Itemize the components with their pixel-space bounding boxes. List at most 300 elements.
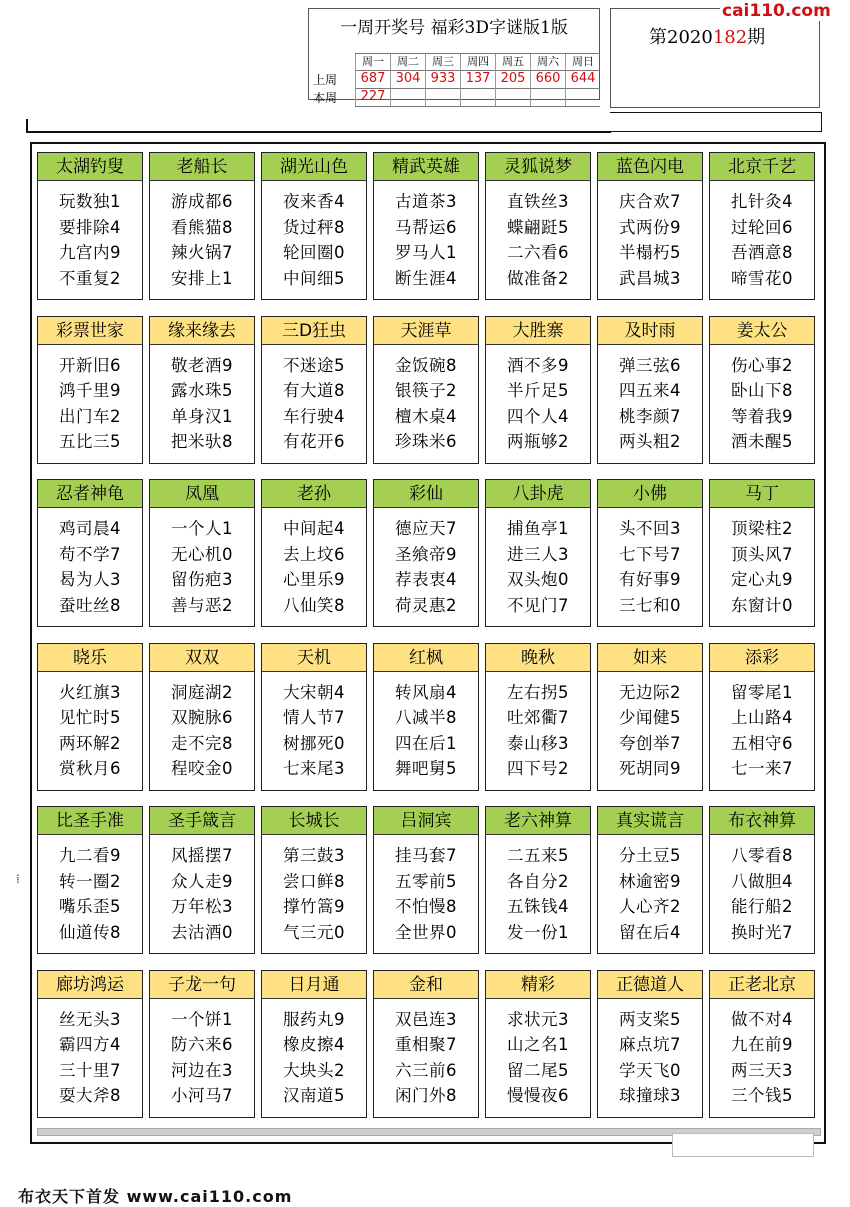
clue-line: 耍大斧8 xyxy=(59,1086,121,1105)
author-name: 彩票世家 xyxy=(38,317,142,345)
clue-card xyxy=(149,316,255,464)
clue-line: 五零前5 xyxy=(395,871,457,891)
clue-card xyxy=(373,316,479,464)
clue-line: 各自分2 xyxy=(507,871,569,891)
clue-list xyxy=(262,680,366,782)
clue-card xyxy=(261,316,367,464)
this-week-row xyxy=(355,88,600,107)
clue-list xyxy=(598,1007,702,1109)
clue-line: 八仙笑8 xyxy=(283,595,345,615)
clue-line: 林逾密9 xyxy=(619,871,681,891)
clue-line: 不迷途5 xyxy=(283,355,345,375)
author-name: 红枫 xyxy=(374,644,478,672)
clue-card xyxy=(485,152,591,300)
clue-line: 鸡司晨4 xyxy=(59,519,121,538)
clue-line: 全世界0 xyxy=(395,922,457,942)
clue-line: 能行船2 xyxy=(731,897,793,916)
clue-line: 半榻朽5 xyxy=(619,243,681,262)
author-name: 姜太公 xyxy=(710,317,814,345)
clue-line: 扎针灸4 xyxy=(731,192,793,211)
clue-line: 蚕吐丝8 xyxy=(59,595,121,615)
clue-line: 捕鱼亭1 xyxy=(507,519,569,538)
clue-line: 服药丸9 xyxy=(283,1009,345,1029)
clue-line: 酒未醒5 xyxy=(731,432,793,451)
clue-line: 四五来4 xyxy=(619,381,681,400)
clue-line: 八零看8 xyxy=(731,846,793,865)
clue-card xyxy=(373,643,479,791)
clue-card xyxy=(709,806,815,954)
clue-line: 罗马人1 xyxy=(395,243,457,262)
edge-mark: ⁞ xyxy=(16,872,20,886)
clue-card xyxy=(597,806,703,954)
issue-box xyxy=(610,8,820,108)
clue-line: 二六看6 xyxy=(507,243,569,262)
clue-line: 洞庭湖2 xyxy=(171,682,233,702)
clue-line: 不重复2 xyxy=(59,268,121,288)
clue-line: 大块头2 xyxy=(283,1060,345,1080)
clue-card xyxy=(149,970,255,1118)
clue-line: 嘴乐歪5 xyxy=(59,897,121,916)
clue-line: 吐郊衢7 xyxy=(507,708,569,727)
clue-list xyxy=(262,189,366,291)
clue-line: 夜来香4 xyxy=(283,192,345,211)
author-name: 晚秋 xyxy=(486,644,590,672)
clue-line: 庆合欢7 xyxy=(619,192,681,211)
clue-card xyxy=(709,152,815,300)
clue-card xyxy=(149,643,255,791)
clue-list xyxy=(150,189,254,291)
clue-line: 去上坟6 xyxy=(283,544,345,564)
last-week-label: 上周 xyxy=(313,73,338,87)
author-name: 八卦虎 xyxy=(486,480,590,508)
author-name: 布衣神算 xyxy=(710,807,814,835)
clue-line: 两头粗2 xyxy=(619,432,681,451)
clue-line: 霸四方4 xyxy=(59,1035,121,1054)
clue-line: 中间细5 xyxy=(283,268,345,288)
clue-card xyxy=(373,479,479,627)
author-name: 北京千艺 xyxy=(710,153,814,181)
clue-line: 要排除4 xyxy=(59,217,121,237)
clue-line: 不见门7 xyxy=(507,595,569,615)
clue-line: 尝口鲜8 xyxy=(283,871,345,891)
clue-line: 四个人4 xyxy=(507,406,569,426)
clue-line: 一个人1 xyxy=(171,519,233,538)
draw-number: 687 xyxy=(355,70,390,88)
clue-line: 顶头风7 xyxy=(731,544,793,564)
clue-line: 挂马套7 xyxy=(395,846,457,865)
clue-line: 人心齐2 xyxy=(619,897,681,916)
clue-card xyxy=(37,152,143,300)
clue-line: 单身汉1 xyxy=(171,406,233,426)
clue-list xyxy=(710,189,814,291)
clue-line: 玩数独1 xyxy=(59,192,121,211)
clue-line: 货过秤8 xyxy=(283,217,345,237)
clue-line: 六三前6 xyxy=(395,1060,457,1080)
last-week-row xyxy=(355,70,600,89)
clue-line: 发一份1 xyxy=(507,922,569,942)
author-name: 精彩 xyxy=(486,971,590,999)
clue-line: 转一圈2 xyxy=(59,871,121,891)
clue-list xyxy=(374,189,478,291)
clue-line: 九二看9 xyxy=(59,846,121,865)
clue-list xyxy=(38,189,142,291)
draw-number xyxy=(530,88,565,106)
author-name: 精武英雄 xyxy=(374,153,478,181)
footer-credit: 布衣天下首发 www.cai110.com xyxy=(18,1187,293,1206)
clue-list xyxy=(598,516,702,618)
author-name: 晓乐 xyxy=(38,644,142,672)
clue-line: 做不对4 xyxy=(731,1009,793,1029)
clue-list xyxy=(486,189,590,291)
clue-line: 分土豆5 xyxy=(619,846,681,865)
author-name: 比圣手准 xyxy=(38,807,142,835)
clue-line: 小河马7 xyxy=(171,1086,233,1105)
clue-line: 轮回圈0 xyxy=(283,243,345,262)
draw-number xyxy=(565,88,600,106)
clue-card xyxy=(597,479,703,627)
clue-line: 留零尾1 xyxy=(731,682,793,702)
clue-line: 程咬金0 xyxy=(171,759,233,778)
clue-line: 见忙时5 xyxy=(59,708,121,727)
clue-line: 七一来7 xyxy=(731,759,793,778)
clue-line: 四下号2 xyxy=(507,759,569,778)
clue-line: 两支桨5 xyxy=(619,1009,681,1029)
clue-card xyxy=(149,479,255,627)
author-name: 老船长 xyxy=(150,153,254,181)
clue-line: 左右拐5 xyxy=(507,682,569,702)
clue-card xyxy=(373,806,479,954)
divider-line xyxy=(26,119,28,132)
clue-line: 上山路4 xyxy=(731,708,793,727)
clue-line: 珍珠米6 xyxy=(395,432,457,451)
clue-line: 心里乐9 xyxy=(283,570,345,589)
clue-line: 重相聚7 xyxy=(395,1035,457,1054)
clue-line: 三十里7 xyxy=(59,1060,121,1080)
clue-line: 无心机0 xyxy=(171,544,233,564)
draw-number: 644 xyxy=(565,70,600,88)
clue-line: 露水珠5 xyxy=(171,381,233,400)
clue-line: 半斤足5 xyxy=(507,381,569,400)
clue-line: 防六来6 xyxy=(171,1035,233,1054)
clue-line: 银筷子2 xyxy=(395,381,457,400)
clue-line: 吾酒意8 xyxy=(731,243,793,262)
clue-list xyxy=(486,353,590,455)
puzzle-grid xyxy=(30,142,826,1144)
clue-line: 双邑连3 xyxy=(395,1009,457,1029)
draw-number xyxy=(460,88,495,106)
clue-line: 车行驶4 xyxy=(283,406,345,426)
clue-line: 檀木桌4 xyxy=(395,406,457,426)
clue-line: 中间起4 xyxy=(283,519,345,538)
author-name: 及时雨 xyxy=(598,317,702,345)
clue-line: 二五来5 xyxy=(507,846,569,865)
clue-card xyxy=(597,152,703,300)
divider-line xyxy=(610,112,822,113)
clue-line: 苟不学7 xyxy=(59,544,121,564)
clue-list xyxy=(710,353,814,455)
clue-card xyxy=(373,970,479,1118)
clue-card xyxy=(37,806,143,954)
draw-number: 933 xyxy=(425,70,460,88)
clue-line: 鸿千里9 xyxy=(59,381,121,400)
clue-line: 武昌城3 xyxy=(619,268,681,288)
clue-list xyxy=(598,353,702,455)
clue-list xyxy=(262,1007,366,1109)
weekday-label: 周日 xyxy=(565,54,600,70)
clue-list xyxy=(150,1007,254,1109)
clue-line: 把米驮8 xyxy=(171,432,233,451)
clue-list xyxy=(598,843,702,945)
clue-card xyxy=(485,316,591,464)
clue-line: 安排上1 xyxy=(171,268,233,288)
draw-number xyxy=(390,88,425,106)
clue-list xyxy=(374,680,478,782)
clue-line: 曷为人3 xyxy=(59,570,121,589)
author-name: 缘来缘去 xyxy=(150,317,254,345)
clue-card xyxy=(485,643,591,791)
clue-card xyxy=(709,643,815,791)
clue-list xyxy=(710,843,814,945)
clue-line: 酒不多9 xyxy=(507,355,569,375)
clue-line: 三个钱5 xyxy=(731,1086,793,1105)
draw-number: 227 xyxy=(355,88,390,106)
clue-line: 泰山移3 xyxy=(507,733,569,753)
clue-list xyxy=(150,843,254,945)
clue-line: 两三天3 xyxy=(731,1060,793,1080)
clue-line: 球撞球3 xyxy=(619,1086,681,1105)
clue-line: 汉南道5 xyxy=(283,1086,345,1105)
clue-line: 情人节7 xyxy=(283,708,345,727)
author-name: 彩仙 xyxy=(374,480,478,508)
clue-list xyxy=(486,843,590,945)
clue-line: 火红旗3 xyxy=(59,682,121,702)
clue-line: 双头炮0 xyxy=(507,570,569,589)
draw-number: 660 xyxy=(530,70,565,88)
clue-line: 一个饼1 xyxy=(171,1009,233,1029)
author-name: 老孙 xyxy=(262,480,366,508)
clue-line: 辣火锅7 xyxy=(171,243,233,262)
clue-line: 两瓶够2 xyxy=(507,432,569,451)
clue-line: 式两份9 xyxy=(619,217,681,237)
weekday-label: 周二 xyxy=(390,54,425,70)
author-name: 日月通 xyxy=(262,971,366,999)
clue-line: 慢慢夜6 xyxy=(507,1086,569,1105)
clue-line: 闲门外8 xyxy=(395,1086,457,1105)
clue-list xyxy=(38,843,142,945)
site-logo: cai110.com xyxy=(722,1,831,21)
clue-list xyxy=(374,353,478,455)
clue-line: 东窗计0 xyxy=(731,595,793,615)
clue-line: 两环解2 xyxy=(59,733,121,753)
issue-prefix: 第2020 xyxy=(649,27,713,48)
clue-line: 万年松3 xyxy=(171,897,233,916)
clue-line: 卧山下8 xyxy=(731,381,793,400)
clue-list xyxy=(38,353,142,455)
clue-list xyxy=(374,843,478,945)
clue-line: 山之名1 xyxy=(507,1035,569,1054)
clue-line: 断生涯4 xyxy=(395,268,457,288)
clue-card xyxy=(261,806,367,954)
author-name: 双双 xyxy=(150,644,254,672)
clue-line: 荐表衷4 xyxy=(395,570,457,589)
clue-line: 八做胆4 xyxy=(731,871,793,891)
author-name: 圣手箴言 xyxy=(150,807,254,835)
clue-line: 有花开6 xyxy=(283,432,345,451)
weekday-label: 周四 xyxy=(460,54,495,70)
author-name: 子龙一句 xyxy=(150,971,254,999)
clue-line: 五相守6 xyxy=(731,733,793,753)
author-name: 蓝色闪电 xyxy=(598,153,702,181)
author-name: 廊坊鸿运 xyxy=(38,971,142,999)
author-name: 湖光山色 xyxy=(262,153,366,181)
clue-card xyxy=(485,479,591,627)
clue-line: 古道茶3 xyxy=(395,192,457,211)
clue-line: 双腕脉6 xyxy=(171,708,233,727)
clue-line: 桃李颜7 xyxy=(619,406,681,426)
divider-line xyxy=(26,131,611,133)
clue-line: 九宫内9 xyxy=(59,243,121,262)
clue-line: 伤心事2 xyxy=(731,355,793,375)
author-name: 灵狐说梦 xyxy=(486,153,590,181)
author-name: 真实谎言 xyxy=(598,807,702,835)
clue-list xyxy=(262,516,366,618)
weekly-draw-table xyxy=(308,8,600,105)
clue-line: 五铢钱4 xyxy=(507,897,569,916)
issue-number-value: 182 xyxy=(712,27,748,48)
clue-list xyxy=(598,680,702,782)
clue-list xyxy=(374,516,478,618)
clue-card xyxy=(485,806,591,954)
clue-card xyxy=(149,152,255,300)
clue-line: 去沽酒0 xyxy=(171,922,233,942)
author-name: 天涯草 xyxy=(374,317,478,345)
clue-line: 九在前9 xyxy=(731,1035,793,1054)
clue-line: 进三人3 xyxy=(507,544,569,564)
clue-card xyxy=(261,152,367,300)
author-name: 如来 xyxy=(598,644,702,672)
author-name: 吕洞宾 xyxy=(374,807,478,835)
clue-card xyxy=(597,643,703,791)
clue-card xyxy=(149,806,255,954)
draw-number: 304 xyxy=(390,70,425,88)
clue-list xyxy=(150,353,254,455)
author-name: 正德道人 xyxy=(598,971,702,999)
author-name: 长城长 xyxy=(262,807,366,835)
clue-line: 气三元0 xyxy=(283,922,345,942)
clue-card xyxy=(597,316,703,464)
clue-line: 善与恶2 xyxy=(171,595,233,615)
clue-line: 有好事9 xyxy=(619,570,681,589)
clue-card xyxy=(261,970,367,1118)
clue-line: 圣飨帝9 xyxy=(395,544,457,564)
author-name: 小佛 xyxy=(598,480,702,508)
clue-line: 开新旧6 xyxy=(59,355,121,375)
issue-suffix: 期 xyxy=(747,27,766,48)
clue-line: 过轮回6 xyxy=(731,217,793,237)
clue-line: 舞吧舅5 xyxy=(395,759,457,778)
clue-card xyxy=(261,643,367,791)
author-name: 三D狂虫 xyxy=(262,317,366,345)
author-name: 老六神算 xyxy=(486,807,590,835)
clue-line: 出门车2 xyxy=(59,406,121,426)
author-name: 添彩 xyxy=(710,644,814,672)
blank-box xyxy=(672,1133,814,1157)
clue-line: 走不完8 xyxy=(171,733,233,753)
clue-line: 撑竹篙9 xyxy=(283,897,345,916)
clue-line: 赏秋月6 xyxy=(59,759,121,778)
clue-card xyxy=(709,479,815,627)
author-name: 忍者神龟 xyxy=(38,480,142,508)
clue-line: 仙道传8 xyxy=(59,922,121,942)
weekday-label: 周五 xyxy=(495,54,530,70)
weekday-header-row xyxy=(355,53,600,71)
clue-line: 敬老酒9 xyxy=(171,355,233,375)
clue-list xyxy=(486,1007,590,1109)
author-name: 天机 xyxy=(262,644,366,672)
clue-card xyxy=(709,970,815,1118)
clue-line: 五比三5 xyxy=(59,432,121,451)
clue-line: 夸创举7 xyxy=(619,733,681,753)
clue-line: 弹三弦6 xyxy=(619,355,681,375)
clue-list xyxy=(150,680,254,782)
clue-list xyxy=(486,680,590,782)
author-name: 正老北京 xyxy=(710,971,814,999)
clue-card xyxy=(37,316,143,464)
author-name: 太湖钓叟 xyxy=(38,153,142,181)
clue-list xyxy=(486,516,590,618)
clue-card xyxy=(37,970,143,1118)
clue-line: 留在后4 xyxy=(619,922,681,942)
author-name: 凤凰 xyxy=(150,480,254,508)
clue-line: 金饭碗8 xyxy=(395,355,457,375)
clue-line: 马帮运6 xyxy=(395,217,457,237)
clue-line: 橡皮擦4 xyxy=(283,1035,345,1054)
clue-line: 换时光7 xyxy=(731,922,793,942)
author-name: 大胜寨 xyxy=(486,317,590,345)
clue-line: 头不回3 xyxy=(619,519,681,538)
clue-line: 众人走9 xyxy=(171,871,233,891)
clue-list xyxy=(374,1007,478,1109)
clue-list xyxy=(710,680,814,782)
author-name: 马丁 xyxy=(710,480,814,508)
clue-list xyxy=(38,516,142,618)
clue-line: 定心丸9 xyxy=(731,570,793,589)
clue-line: 第三鼓3 xyxy=(283,846,345,865)
clue-list xyxy=(38,680,142,782)
clue-line: 死胡同9 xyxy=(619,759,681,778)
clue-line: 转风扇4 xyxy=(395,682,457,702)
clue-line: 求状元3 xyxy=(507,1009,569,1029)
clue-line: 少闻健5 xyxy=(619,708,681,727)
weekday-label: 周六 xyxy=(530,54,565,70)
clue-card xyxy=(709,316,815,464)
clue-line: 德应天7 xyxy=(395,519,457,538)
clue-line: 四在后1 xyxy=(395,733,457,753)
clue-line: 顶梁柱2 xyxy=(731,519,793,538)
this-week-label: 本周 xyxy=(313,91,338,105)
issue-number xyxy=(649,23,765,49)
author-name: 金和 xyxy=(374,971,478,999)
clue-line: 荷灵惠2 xyxy=(395,595,457,615)
clue-line: 八减半8 xyxy=(395,708,457,727)
draw-number: 137 xyxy=(460,70,495,88)
clue-line: 丝无头3 xyxy=(59,1009,121,1029)
weekly-draw-title: 一周开奖号 福彩3D字谜版1版 xyxy=(340,18,568,38)
clue-line: 无边际2 xyxy=(619,682,681,702)
clue-line: 直铁丝3 xyxy=(507,192,569,211)
clue-line: 学天飞0 xyxy=(619,1060,681,1080)
clue-line: 河边在3 xyxy=(171,1060,233,1080)
